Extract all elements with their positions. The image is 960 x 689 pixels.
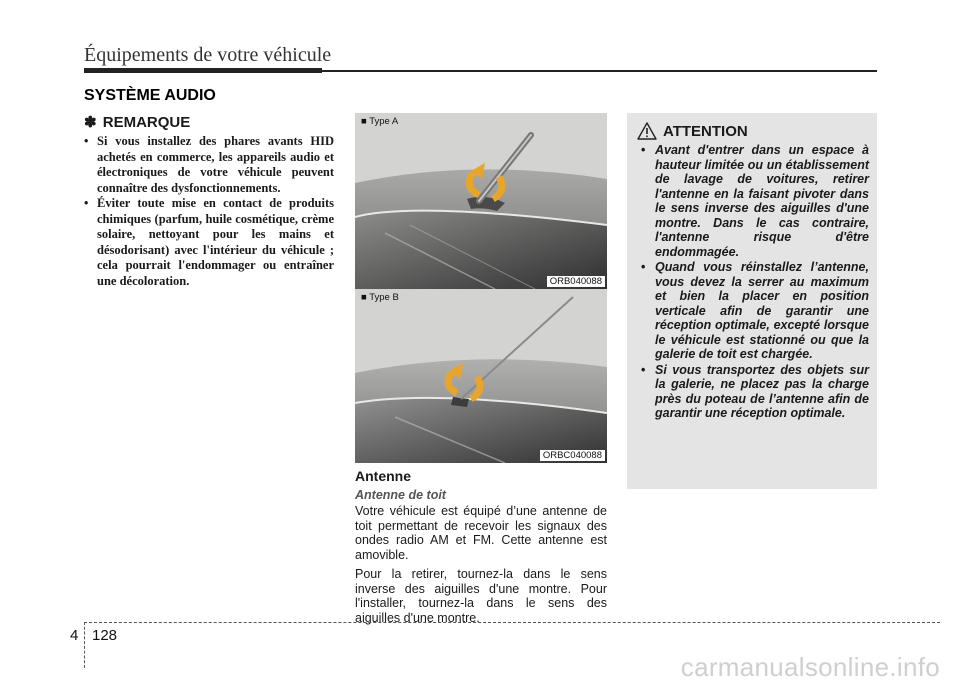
remark-item	[84, 196, 334, 289]
attention-item-text: Quand vous réinstallez l’antenne, vous devez la serrer au maximum et bien la placer en position verticale afin de garantir une réception optimale, excepté lorsque le véhicule est stationné ou que la galerie de toit est chargée.	[655, 260, 869, 361]
header-rule-thin	[322, 70, 877, 72]
remark-heading-text: REMARQUE	[102, 114, 191, 131]
header-rule-thick	[84, 68, 322, 73]
remark-star-icon: ✽	[84, 114, 97, 131]
attention-item-text: Avant d'entrer dans un espace à hauteur limitée ou un établissement de lavage de voitures, retirer l'antenne en la faisant pivoter dans le sens inverse des aiguilles d'une montre. Dans le cas contraire, l'antenne risque d'être endommagée.	[655, 143, 869, 259]
attention-header	[637, 122, 869, 140]
figure-code: ORB040088	[547, 276, 605, 287]
attention-item	[635, 363, 869, 421]
remark-list	[84, 134, 334, 289]
bullet-icon: •	[641, 260, 646, 274]
remark-item	[84, 134, 334, 196]
remark-column	[84, 113, 334, 289]
bullet-icon: •	[641, 143, 646, 157]
remark-item-text: Si vous installez des phares avants HID achetés en commerce, les appareils audio et électroniques de votre véhicule peuvent connaître des dysfonctionnements.	[97, 134, 334, 195]
bullet-icon: •	[641, 362, 646, 377]
warning-triangle-icon	[637, 122, 657, 140]
remark-heading	[84, 113, 334, 131]
figure-type-a	[355, 113, 607, 289]
antenna-section	[355, 468, 607, 630]
figure-label: ■ Type A	[361, 116, 399, 127]
footer-dashed-vertical-rule	[84, 622, 85, 668]
roof-antenna-type-b-illustration	[355, 289, 607, 463]
attention-box	[627, 113, 877, 489]
antenna-paragraph: Pour la retirer, tournez-la dans le sens inverse des aiguilles d'une montre. Pour l'installer, tournez-la dans le sens des aiguilles d'une montre.	[355, 567, 607, 625]
attention-list	[635, 143, 869, 421]
page-number: 128	[92, 627, 118, 644]
bullet-icon: •	[84, 134, 89, 148]
attention-item	[635, 260, 869, 362]
attention-heading: ATTENTION	[663, 122, 748, 140]
attention-item-text: Si vous transportez des objets sur la galerie, ne placez pas la charge près du poteau de l’antenne afin de garantir une réception optimale.	[655, 362, 869, 420]
figure-label: ■ Type B	[361, 292, 399, 303]
footer-dashed-rule	[84, 622, 940, 623]
antenna-heading: Antenne	[355, 468, 411, 484]
figure-type-b	[355, 289, 607, 463]
roof-antenna-type-a-illustration	[355, 113, 607, 289]
page-chapter-number: 4	[70, 627, 79, 644]
antenna-subheading: Antenne de toit	[355, 488, 446, 502]
section-title: SYSTÈME AUDIO	[84, 87, 216, 104]
antenna-paragraph: Votre véhicule est équipé d’une antenne de toit permettant de recevoir les signaux des ondes radio AM et FM. Cette antenne est amovible.	[355, 504, 607, 562]
attention-item	[635, 143, 869, 259]
watermark: carmanualsonline.info	[680, 652, 940, 682]
remark-item-text: Éviter toute mise en contact de produits chimiques (parfum, huile cosmétique, crème solaire, nettoyant pour les mains et désodorisant) avec l'intérieur du véhicule ; cela pourrait l'endommager ou entraîner une décoloration.	[97, 196, 334, 288]
bullet-icon: •	[84, 196, 89, 210]
figure-code: ORBC040088	[540, 450, 605, 461]
page-header-title: Équipements de votre véhicule	[84, 44, 332, 66]
